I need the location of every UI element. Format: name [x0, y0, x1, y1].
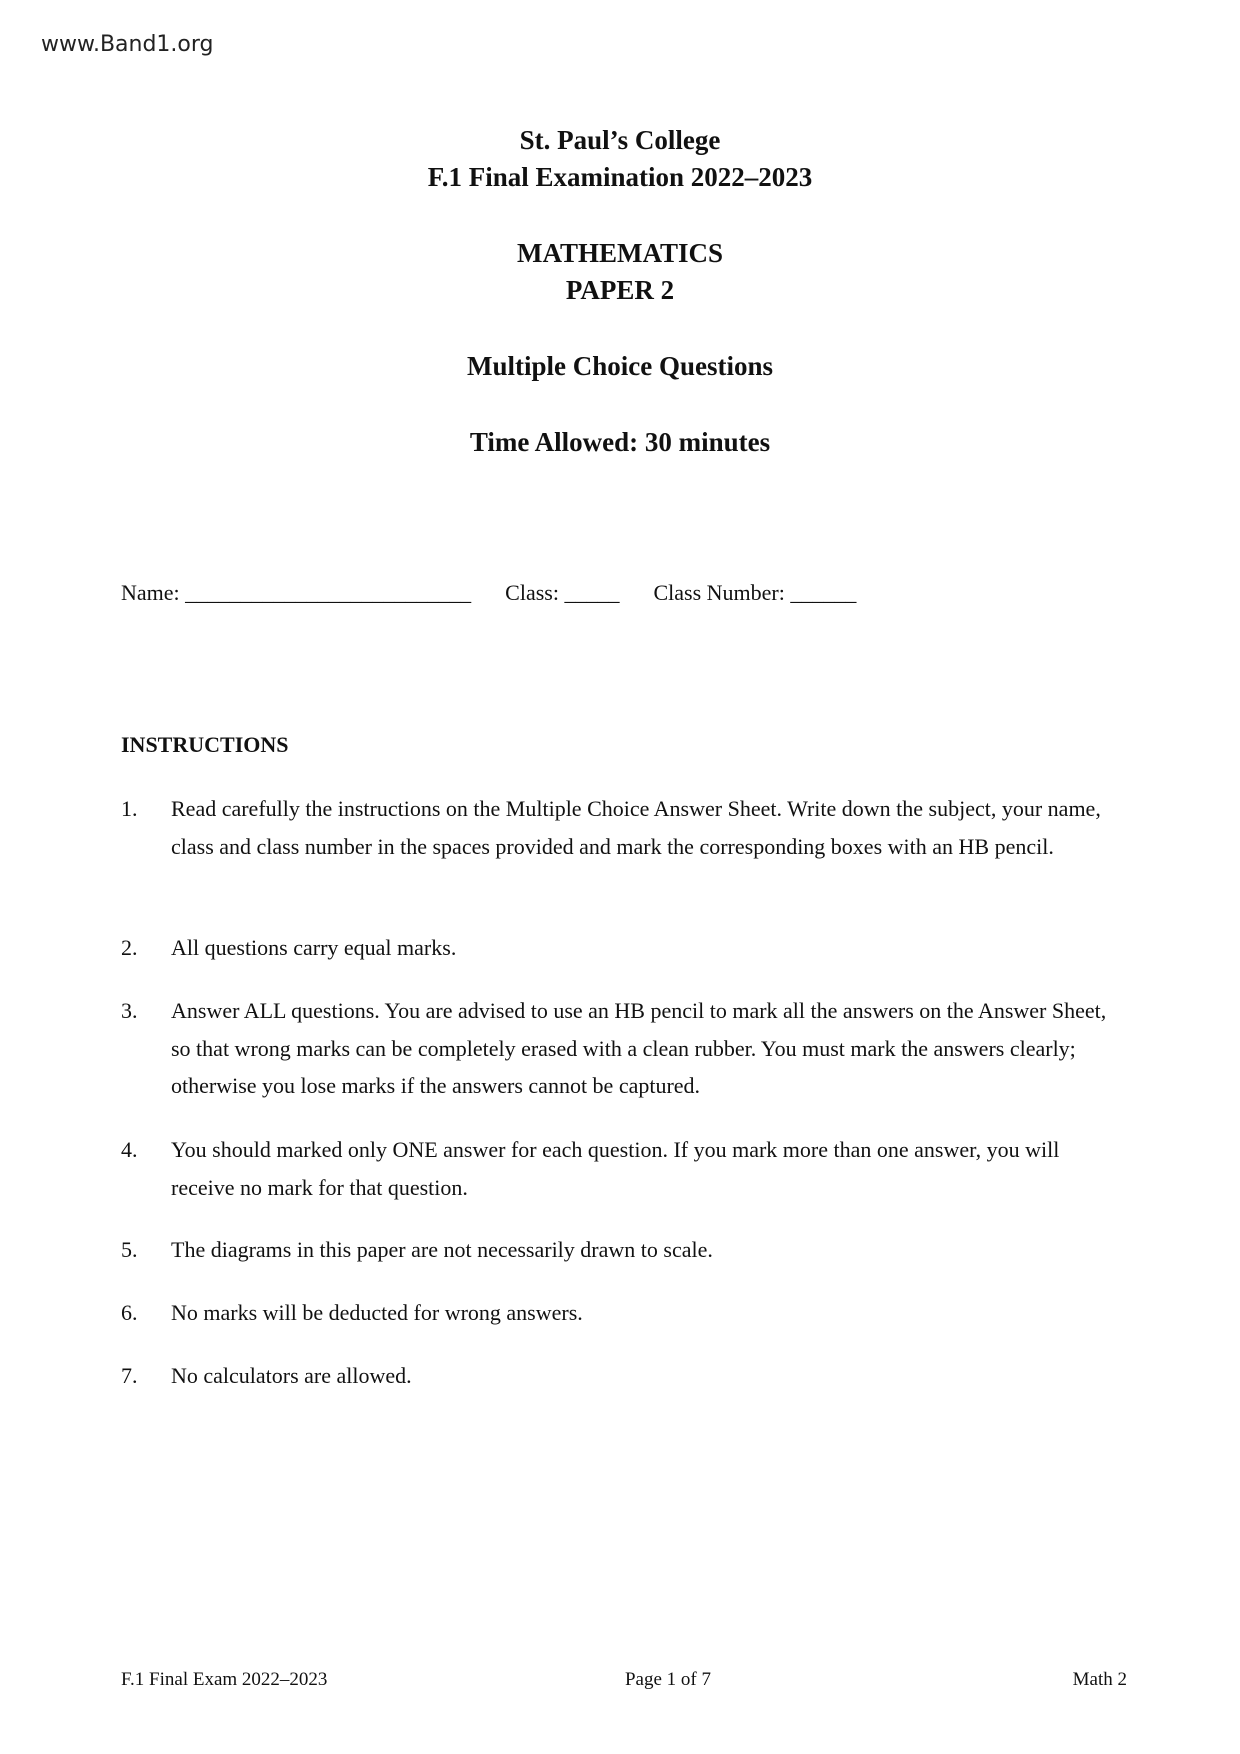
item-number: 2.: [121, 935, 138, 960]
section-title: Multiple Choice Questions: [466, 351, 773, 381]
instruction-item: [121, 1231, 1121, 1269]
item-number: 7.: [121, 1363, 138, 1388]
paper-title: PAPER 2: [565, 275, 675, 305]
name-field: Name: __________________________: [121, 580, 472, 605]
item-text: No calculators are allowed.: [171, 1363, 412, 1388]
item-number: 6.: [121, 1300, 138, 1325]
class-number-field: Class Number: ______: [653, 580, 857, 605]
item-text: You should marked only ONE answer for each question. If you mark more than one answer, you will receive no mark for that question.: [171, 1137, 1060, 1200]
item-text: Answer ALL questions. You are advised to use an HB pencil to mark all the answers on the Answer Sheet, so that wrong marks can be completely erased with a clean rubber. You must mark the answers clearly; otherwise you lose marks if the answers cannot be captured.: [171, 998, 1107, 1098]
footer-page-number: Page 1 of 7: [624, 1669, 711, 1690]
student-fields: [121, 580, 890, 606]
footer-left: F.1 Final Exam 2022–2023: [121, 1669, 328, 1690]
instruction-item: [121, 1357, 1121, 1395]
time-allowed: Time Allowed: 30 minutes: [469, 427, 771, 457]
exam-title: F.1 Final Examination 2022–2023: [427, 162, 813, 192]
subject-title: MATHEMATICS: [516, 238, 723, 268]
instruction-item: [121, 1294, 1121, 1332]
item-number: 4.: [121, 1137, 138, 1162]
item-number: 5.: [121, 1237, 138, 1262]
item-text: No marks will be deducted for wrong answers.: [171, 1300, 583, 1325]
instruction-item: [121, 790, 1121, 865]
item-number: 3.: [121, 998, 138, 1023]
item-text: All questions carry equal marks.: [171, 935, 457, 960]
instruction-item: [121, 929, 1121, 967]
watermark: www.Band1.org: [41, 32, 214, 57]
school-name: St. Paul’s College: [519, 125, 721, 155]
class-field: Class: _____: [505, 580, 620, 605]
item-number: 1.: [121, 796, 138, 821]
instructions-heading: INSTRUCTIONS: [121, 732, 289, 757]
item-text: The diagrams in this paper are not necessarily drawn to scale.: [171, 1237, 713, 1262]
instruction-item: [121, 992, 1121, 1105]
footer-right: Math 2: [1072, 1669, 1127, 1690]
instruction-item: [121, 1131, 1121, 1206]
item-text: Read carefully the instructions on the Multiple Choice Answer Sheet. Write down the subject, your name, class and class number in the spaces provided and mark the corresponding boxes with an HB pencil.: [171, 796, 1101, 859]
